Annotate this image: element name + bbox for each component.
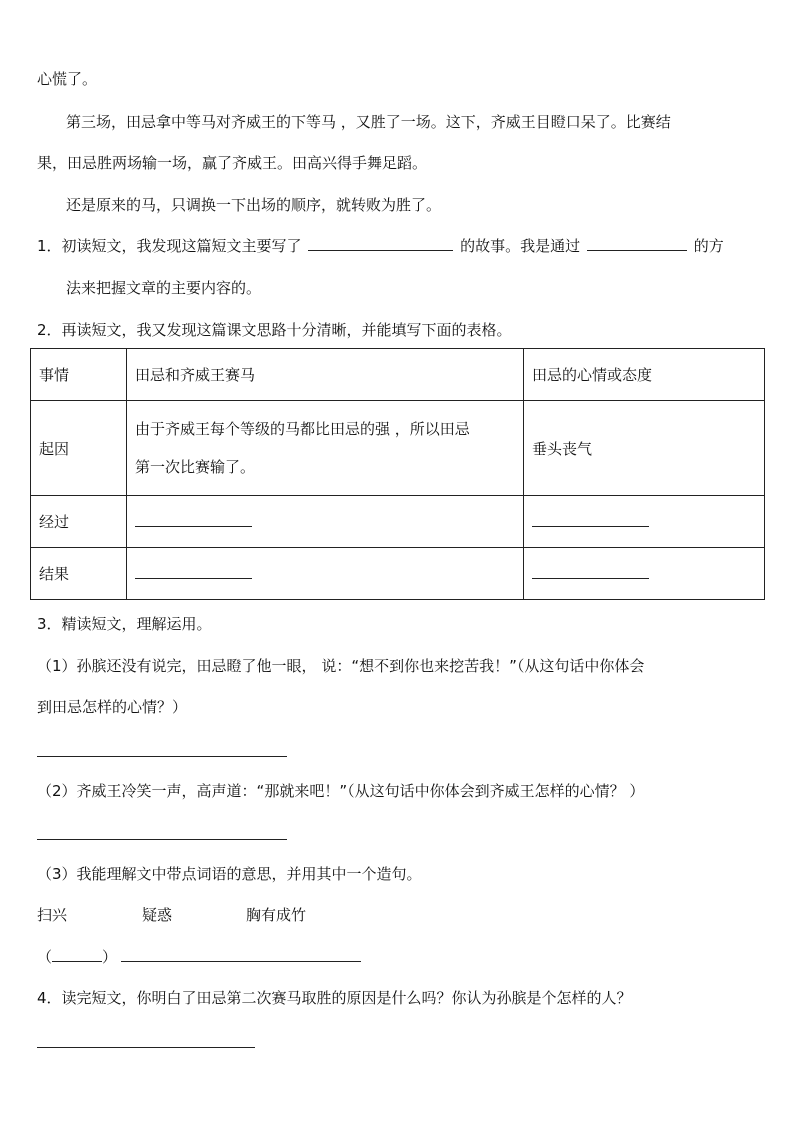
table-header-cell: 田忌的心情或态度 [524, 349, 765, 401]
question-4-prompt: 4．读完短文，你明白了田忌第二次赛马取胜的原因是什么吗？你认为孙膑是个怎样的人？ [37, 989, 632, 1007]
passage-paragraph: 还是原来的马，只调换一下出场的顺序，就转败为胜了。 [66, 196, 442, 214]
dotted-word: 疑惑 [142, 906, 173, 924]
dotted-word: 胸有成竹 [246, 906, 307, 924]
answer-line[interactable] [37, 756, 287, 757]
question-1-text: 1．初读短文，我发现这篇短文主要写了 [37, 237, 302, 255]
passage-paragraph-line: 第三场，田忌拿中等马对齐威王的下等马 ，又胜了一场。这下，齐威王目瞪口呆了。比赛结 [66, 113, 671, 131]
row-label: 经过 [31, 496, 127, 548]
table-row [31, 496, 765, 548]
question-3-sub1-line2: 到田忌怎样的心情？） [37, 698, 188, 716]
process-event-blank[interactable] [135, 512, 252, 527]
answer-cell [524, 548, 765, 600]
table-row [31, 401, 765, 496]
bracket-close: ） [102, 948, 118, 966]
answer-line[interactable] [37, 1047, 255, 1048]
question-1-text: 的方 [693, 237, 724, 255]
cause-cell [127, 401, 524, 496]
result-event-blank[interactable] [135, 564, 252, 579]
chosen-word-blank[interactable] [52, 947, 102, 962]
dotted-word: 扫兴 [37, 906, 68, 924]
question-1-line2: 法来把握文章的主要内容的。 [66, 279, 262, 297]
question-1 [37, 236, 724, 256]
cause-text: 第一次比赛输了。 [135, 458, 256, 476]
table-header-row [31, 349, 765, 401]
table-header-cell: 事情 [31, 349, 127, 401]
question-3-sub2: （2）齐威王冷笑一声，高声道：“那就来吧！”（从这句话中你体会到齐威王怎样的心情？ ） [37, 782, 645, 800]
table-row [31, 548, 765, 600]
sentence-blank[interactable] [121, 947, 361, 962]
question-1-blank-method[interactable] [587, 236, 687, 251]
row-label: 起因 [31, 401, 127, 496]
question-3-sub1: （1）孙膑还没有说完，田忌瞪了他一眼， 说：“想不到你也来挖苦我！”（从这句话中你体会 [37, 657, 645, 675]
question-3-sub3: （3）我能理解文中带点词语的意思，并用其中一个造句。 [37, 865, 422, 883]
result-mood-blank[interactable] [532, 564, 649, 579]
question-1-blank-story[interactable] [308, 236, 453, 251]
answer-cell [127, 496, 524, 548]
table-header-cell: 田忌和齐威王赛马 [127, 349, 524, 401]
question-2-prompt: 2．再读短文，我又发现这篇课文思路十分清晰，并能填写下面的表格。 [37, 321, 512, 339]
question-1-text: 的故事。我是通过 [460, 237, 581, 255]
row-label: 结果 [31, 548, 127, 600]
sentence-fill [37, 947, 361, 967]
cause-text: 由于齐威王每个等级的马都比田忌的强 ，所以田忌 [135, 420, 470, 438]
bracket-open: （ [37, 948, 53, 966]
question-3-prompt: 3．精读短文，理解运用。 [37, 615, 212, 633]
story-table [30, 348, 765, 600]
passage-line: 心慌了。 [37, 70, 98, 88]
answer-cell [524, 496, 765, 548]
answer-line[interactable] [37, 839, 287, 840]
process-mood-blank[interactable] [532, 512, 649, 527]
mood-cell: 垂头丧气 [524, 401, 765, 496]
answer-cell [127, 548, 524, 600]
passage-paragraph-line: 果，田忌胜两场输一场，赢了齐威王。田高兴得手舞足蹈。 [37, 154, 428, 172]
